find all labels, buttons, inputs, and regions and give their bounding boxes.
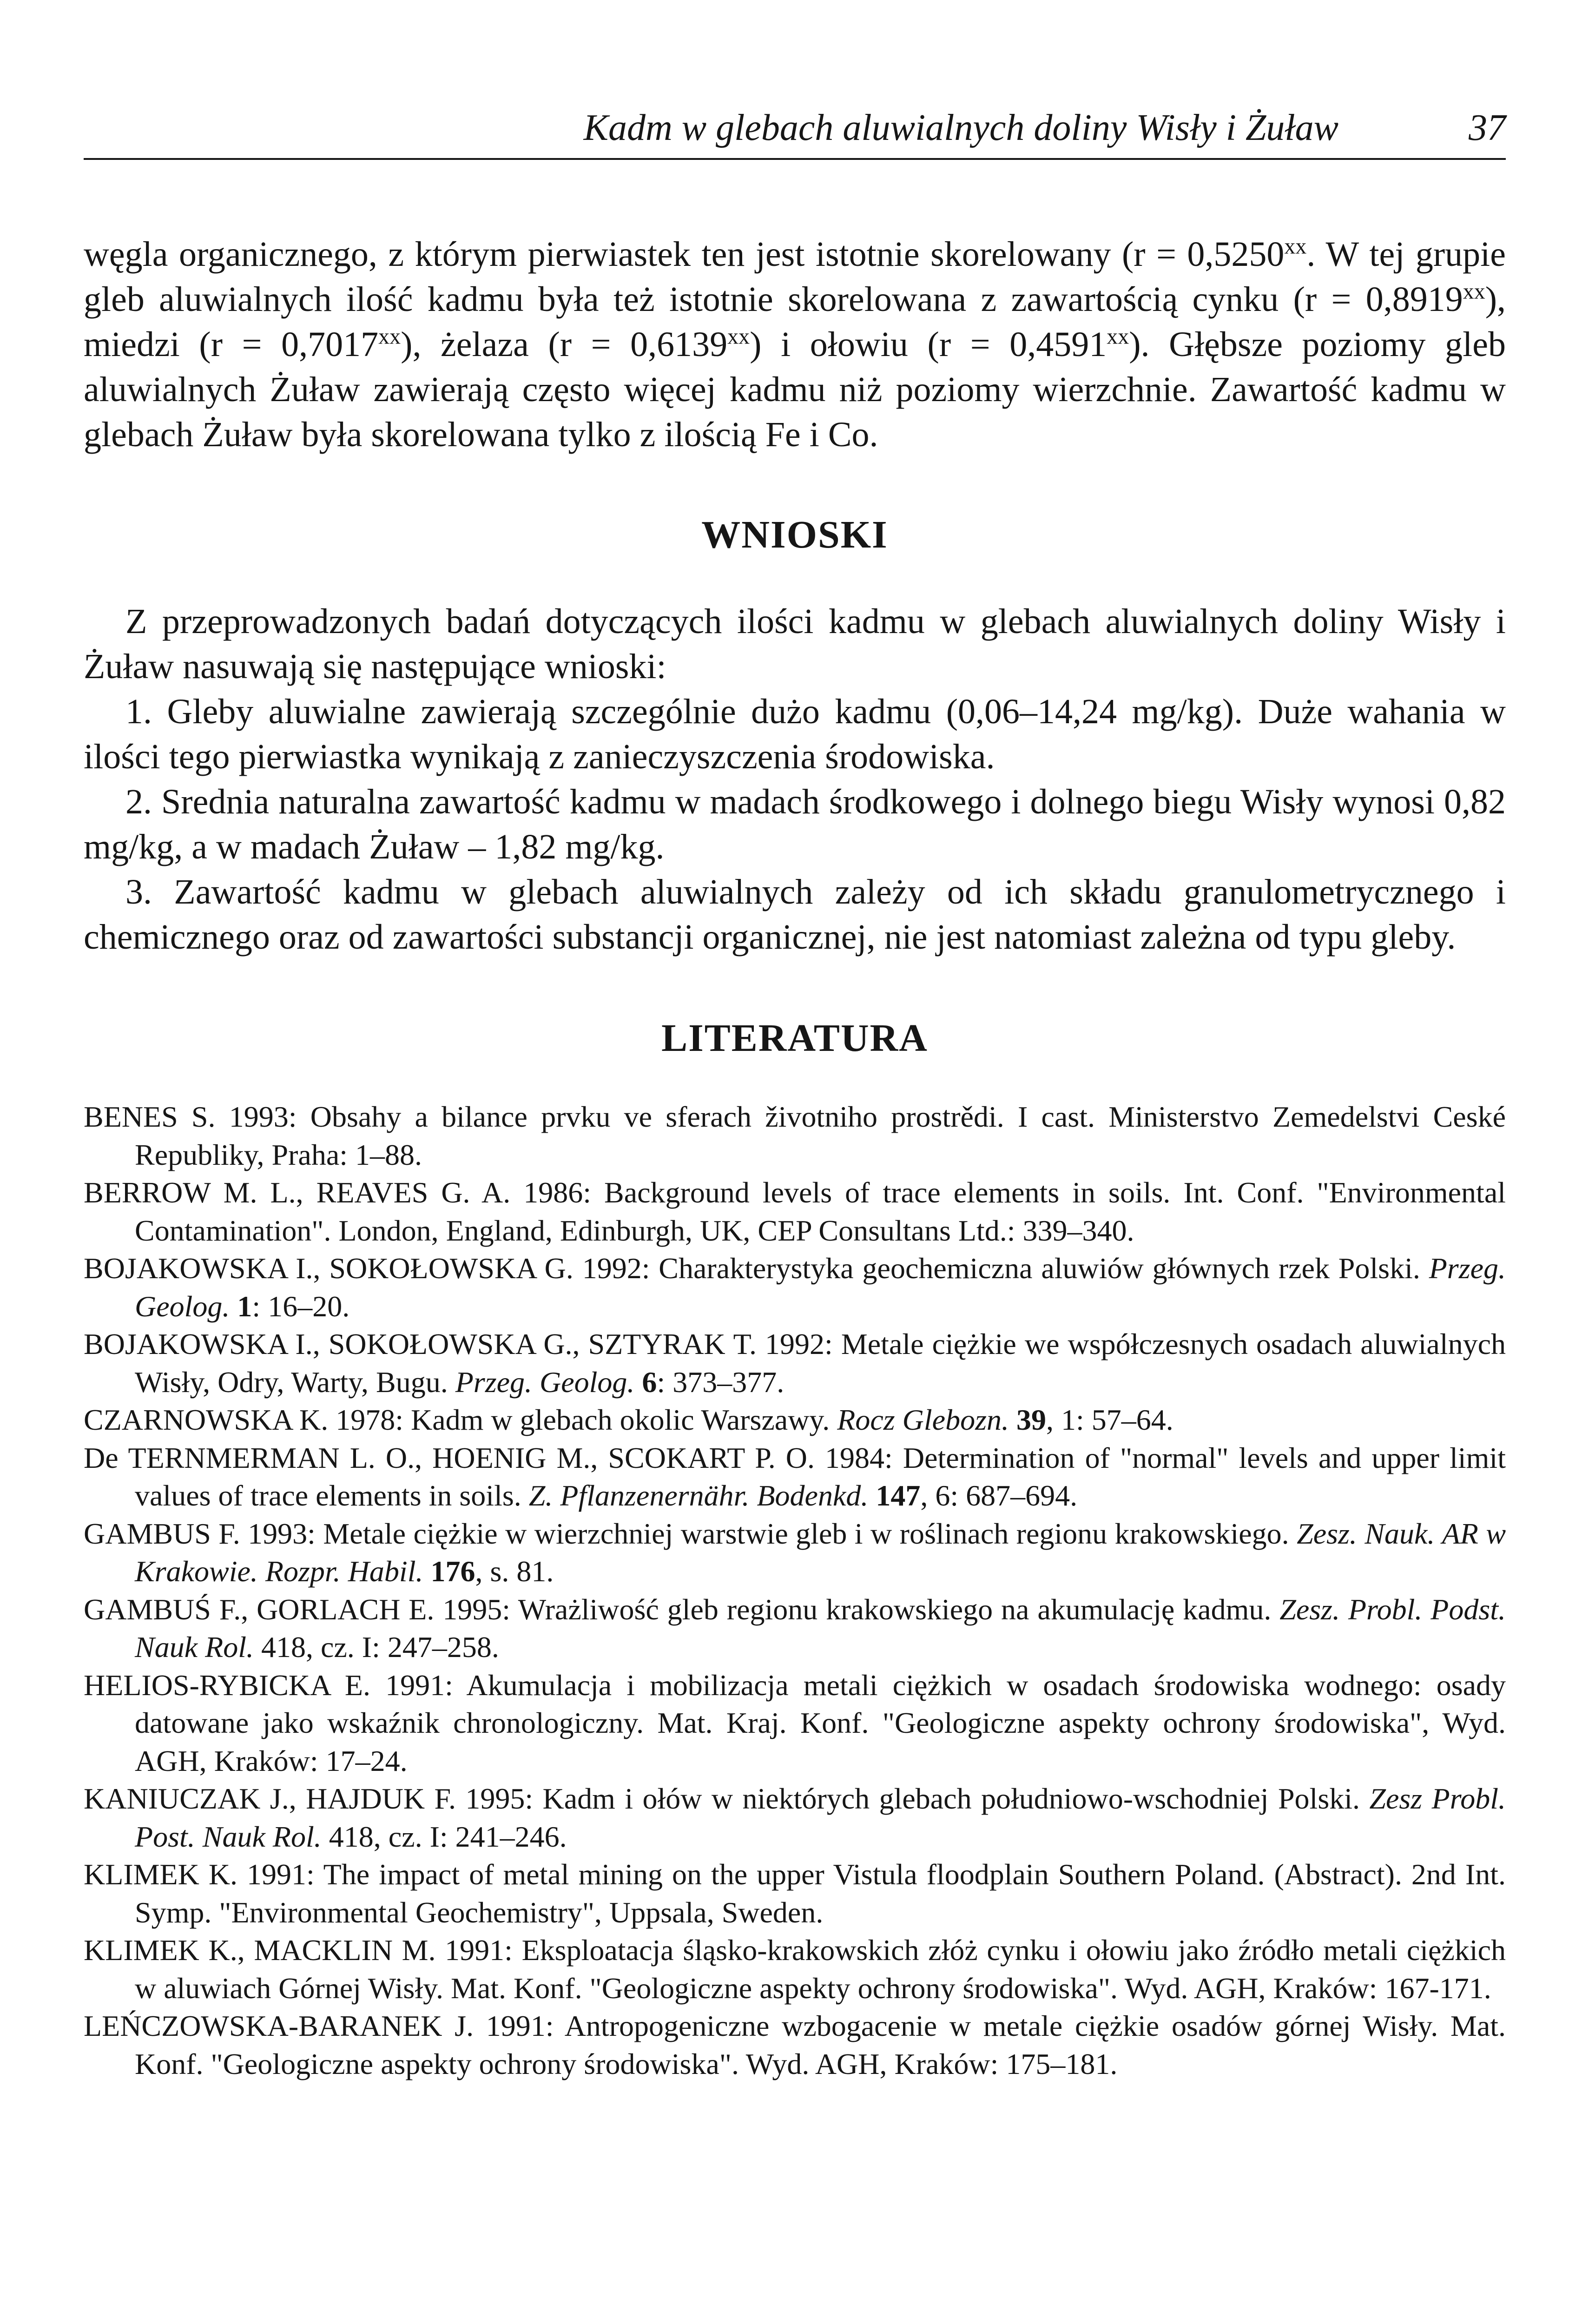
volume: 39 <box>1016 1403 1046 1436</box>
text-run: GAMBUŚ F., GORLACH E. 1995: Wrażliwość gleb regionu krakowskiego na akumulację kadmu. <box>84 1592 1280 1626</box>
pages: : 16–20. <box>252 1289 350 1323</box>
conclusions-heading: WNIOSKI <box>701 513 888 556</box>
journal-name: Przeg. Geolog. <box>455 1365 635 1399</box>
superscript: xx <box>1463 279 1485 304</box>
body-text <box>84 232 1506 1061</box>
reference-item: HELIOS-RYBICKA E. 1991: Akumulacja i mobilizacja metali ciężkich w osadach środowiska wodnego: osady datowane jako wskaźnik chronologiczny. Mat. Kraj. Konf. "Geologiczne aspekty ochrony środowiska", Wyd. AGH, Kraków: 17–24. <box>84 1668 1506 1777</box>
text-run: De TERNMERMAN L. O., HOENIG M., SCOKART P. O. 1984: Determination of "normal" levels and upper limit values of trace elements in soils. <box>84 1441 1506 1512</box>
running-title: Kadm w glebach aluwialnych doliny Wisły i Żuław <box>583 107 1338 148</box>
reference-item: BENES S. 1993: Obsahy a bilance prvku ve sferach životniho prostrědi. I cast. Ministerstvo Zemedelstvi Ceské Republiky, Praha: 1–88. <box>84 1100 1506 1171</box>
conclusion-item-2: 2. Srednia naturalna zawartość kadmu w madach środkowego i dolnego biegu Wisły wynosi 0,82 mg/kg, a w madach Żuław – 1,82 mg/kg. <box>84 782 1506 866</box>
volume: 176 <box>430 1555 475 1588</box>
text-run: ). Głębsze poziomy gleb aluwialnych Żuław zawierają często więcej kadmu niż poziomy wierzchnie. Zawartość kadmu w glebach Żuław była skorelowana tylko z ilością Fe i Co. <box>84 325 1506 454</box>
journal-name: Zesz. Probl. Podst. Nauk Rol. <box>135 1592 1506 1664</box>
intro-paragraph <box>84 232 1506 457</box>
text-run: BOJAKOWSKA I., SOKOŁOWSKA G., SZTYRAK T. 1992: Metale ciężkie we współczesnych osadach aluwialnych Wisły, Odry, Warty, Bugu. <box>84 1327 1506 1399</box>
conclusion-item-1: 1. Gleby aluwialne zawierają szczególnie dużo kadmu (0,06–14,24 mg/kg). Duże wahania w ilości tego pierwiastka wynikają z zanieczyszczenia środowiska. <box>84 692 1506 776</box>
text-run: KANIUCZAK J., HAJDUK F. 1995: Kadm i ołów w niektórych glebach południowo-wschodniej Polski. <box>84 1782 1370 1815</box>
reference-item <box>84 1249 1506 1325</box>
text-run: węgla organicznego, z którym pierwiastek ten jest istotnie skorelowany (r = 0,5250 <box>84 235 1285 274</box>
reference-item <box>84 1780 1506 1855</box>
conclusion-item-3: 3. Zawartość kadmu w glebach aluwialnych zależy od ich składu granulometrycznego i chemicznego oraz od zawartości substancji organicznej, nie jest natomiast zależna od typu gleby. <box>84 872 1506 957</box>
reference-item: KLIMEK K. 1991: The impact of metal mining on the upper Vistula floodplain Southern Poland. (Abstract). 2nd Int. Symp. "Environmental Geochemistry", Uppsala, Sweden. <box>84 1858 1506 1929</box>
text-run: CZARNOWSKA K. 1978: Kadm w glebach okolic Warszawy. <box>84 1403 837 1436</box>
running-header <box>84 107 1506 160</box>
text-run: ) i ołowiu (r = 0,4591 <box>750 325 1107 364</box>
reference-list <box>84 1098 1506 2083</box>
pages: , 1: 57–64. <box>1046 1403 1173 1436</box>
volume: 6 <box>642 1365 657 1399</box>
journal-name: Przeg. Geolog. <box>135 1252 1506 1323</box>
volume: 147 <box>876 1479 921 1512</box>
reference-item: KLIMEK K., MACKLIN M. 1991: Eksploatacja śląsko-krakowskich złóż cynku i ołowiu jako źródło metali ciężkich w aluwiach Górnej Wisły. Mat. Konf. "Geologiczne aspekty ochrony środowiska". Wyd. AGH, Kraków: 167-171. <box>84 1934 1506 2005</box>
reference-item: BERROW M. L., REAVES G. A. 1986: Background levels of trace elements in soils. Int. Conf. "Environmental Contamination". London, England, Edinburgh, UK, CEP Consultans Ltd.: 339–340. <box>84 1176 1506 1247</box>
page-number: 37 <box>1469 107 1506 148</box>
pages: , 6: 687–694. <box>920 1479 1078 1512</box>
conclusions-intro: Z przeprowadzonych badań dotyczących ilości kadmu w glebach aluwialnych doliny Wisły i Żuław nasuwają się następujące wnioski: <box>84 602 1506 686</box>
reference-item <box>84 1439 1506 1515</box>
journal-name: Rocz Glebozn. <box>837 1403 1009 1436</box>
text-run: GAMBUS F. 1993: Metale ciężkie w wierzchniej warstwie gleb i w roślinach regionu krakowskiego. <box>84 1517 1297 1550</box>
superscript: xx <box>727 324 750 349</box>
volume: 1 <box>237 1289 252 1323</box>
reference-item <box>84 1515 1506 1591</box>
pages: 418, cz. I: 247–258. <box>253 1631 499 1664</box>
reference-item <box>84 1325 1506 1401</box>
pages: , s. 81. <box>475 1555 554 1588</box>
document-page <box>84 107 1506 2083</box>
superscript: xx <box>378 324 401 349</box>
pages: 418, cz. I: 241–246. <box>321 1820 567 1853</box>
superscript: xx <box>1284 234 1307 259</box>
journal-name: Zesz. Nauk. AR w Krakowie. Rozpr. Habil. <box>135 1517 1506 1588</box>
superscript: xx <box>1107 324 1129 349</box>
literature-heading: LITERATURA <box>661 1017 928 1060</box>
pages: : 373–377. <box>657 1365 784 1399</box>
reference-item <box>84 1591 1506 1666</box>
reference-item <box>84 1401 1506 1439</box>
reference-item: LEŃCZOWSKA-BARANEK J. 1991: Antropogeniczne wzbogacenie w metale ciężkie osadów górnej Wisły. Mat. Konf. "Geologiczne aspekty ochrony środowiska". Wyd. AGH, Kraków: 175–181. <box>84 2009 1506 2080</box>
journal-name: Zesz Probl. Post. Nauk Rol. <box>135 1782 1506 1853</box>
text-run: ), żelaza (r = 0,6139 <box>401 325 728 364</box>
text-run: ), miedzi (r = 0,7017 <box>84 280 1506 364</box>
text-run: . W tej grupie gleb aluwialnych ilość kadmu była też istotnie skorelowana z zawartością cynku (r = 0,8919 <box>84 235 1506 319</box>
text-run: BOJAKOWSKA I., SOKOŁOWSKA G. 1992: Charakterystyka geochemiczna aluwiów głównych rzek Polski. <box>84 1252 1429 1285</box>
journal-name: Z. Pflanzenernähr. Bodenkd. <box>528 1479 869 1512</box>
